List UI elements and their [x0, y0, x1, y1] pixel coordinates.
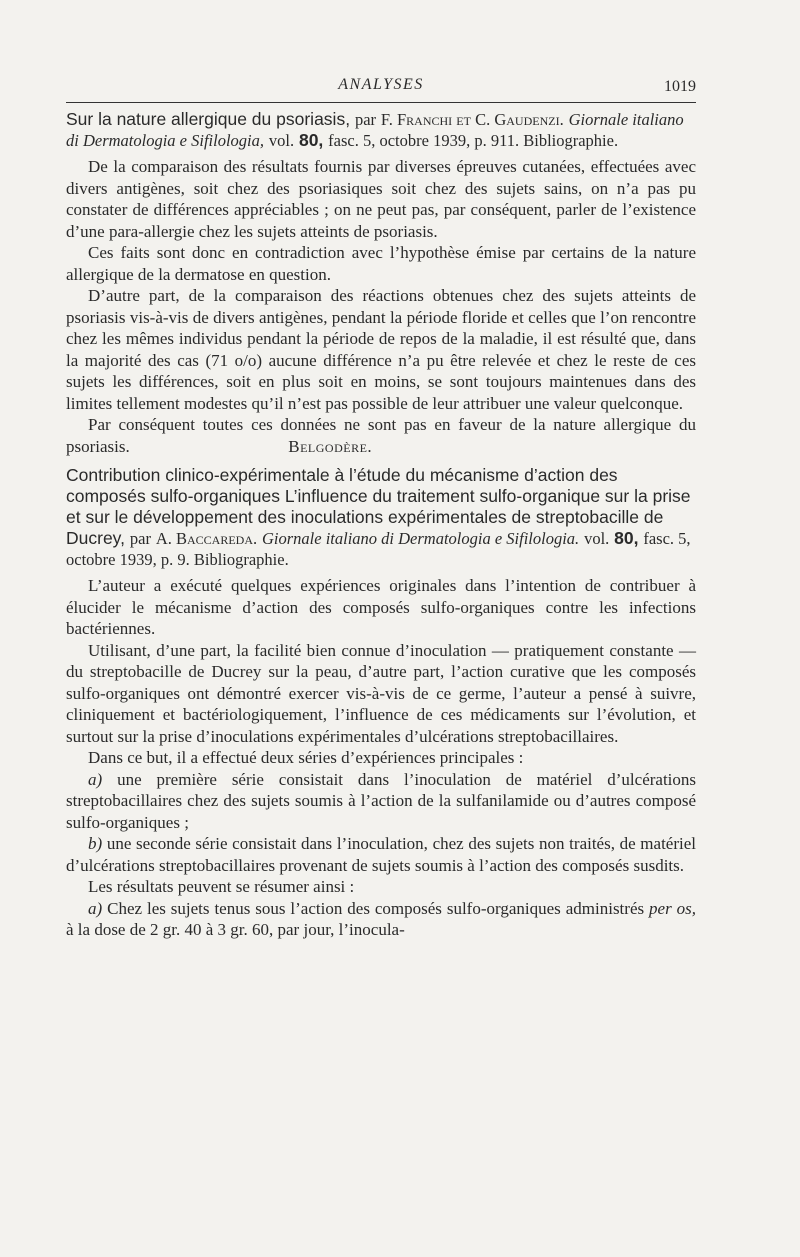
- article-2-journal: Giornale italiano di Dermatologia e Sifilologia.: [262, 529, 580, 548]
- article-2-title: Contribution clinico-expérimentale à l’étude du mécanisme d’action des composés sulfo-organiques L’influence du traitement sulfo-organique sur la prise et sur le développement des inoculations expérimentales de streptobacille de Ducrey,: [66, 465, 691, 548]
- article-2-by: par: [129, 529, 151, 548]
- running-title: ANALYSES: [338, 76, 424, 93]
- final-paragraph: [66, 898, 696, 941]
- results-intro: Les résultats peuvent se résumer ainsi :: [88, 877, 355, 896]
- final-text-1: Chez les sujets tenus sous l’action des composés sulfo-organiques administrés: [107, 898, 645, 918]
- article-1-heading: [66, 109, 696, 151]
- article-1: [66, 109, 696, 457]
- page: [66, 70, 696, 945]
- article-1-paragraph: Ces faits sont donc en contradiction avec l’hypothèse émise par certains de la nature allergique de la dermatose en question.: [66, 243, 696, 284]
- final-italic: per os,: [649, 898, 697, 918]
- article-1-last-paragraph: [66, 414, 696, 457]
- list-item-marker: a): [88, 769, 103, 789]
- final-marker: a): [88, 898, 103, 918]
- article-1-vol-label: vol.: [268, 131, 295, 150]
- article-1-details: fasc. 5, octobre 1939, p. 911. Bibliographie.: [328, 131, 619, 150]
- article-2-details: fasc. 5, octobre 1939, p. 9. Bibliographie.: [66, 529, 691, 569]
- header-rule: [66, 102, 696, 103]
- article-2-paragraph: L’auteur a exécuté quelques expériences originales dans l’intention de contribuer à élucider le mécanisme d’action des composés sulfo-organiques contre les infections bactériennes.: [66, 576, 696, 638]
- article-2-volume: 80,: [614, 528, 639, 548]
- article-1-authors: F. Franchi et C. Gaudenzi.: [380, 110, 564, 129]
- list-item-text: une première série consistait dans l’inoculation de matériel d’ulcérations streptobacillaires chez des sujets soumis à l’action de la sulfanilamide ou d’autres composé sulfo-organiques ;: [66, 769, 697, 832]
- article-1-last-text: Par conséquent toutes ces données ne sont pas en faveur de la nature allergique du psoriasis.: [66, 415, 696, 456]
- article-2-paragraph: Utilisant, d’une part, la facilité bien connue d’inoculation — pratiquement constante — du streptobacille de Ducrey sur la peau, d’autre part, l’action curative que les composés sulfo-organiques ont démontré exercer vis-à-vis de ce germe, l’auteur a pensé à suivre, cliniquement et bactériologiquement, l’influence de ces médicaments sur l’évolution, et surtout sur la prise d’inoculations expérimentales d’ulcérations streptobacillaires.: [66, 640, 696, 746]
- article-2-vol-label: vol.: [584, 529, 610, 548]
- list-item: [66, 833, 696, 876]
- article-1-by: par: [354, 110, 377, 129]
- list-item-marker: b): [88, 834, 103, 853]
- article-1-volume: 80,: [298, 130, 324, 150]
- article-2-paragraph: Dans ce but, il a effectué deux séries d’expériences principales :: [88, 748, 524, 767]
- article-1-paragraph: De la comparaison des résultats fournis par diverses épreuves cutanées, effectuées avec divers antigènes, soit chez des psoriasiques soit chez des sujets sains, on n’a pas pu constater de différences appréciables ; on ne peut pas, par conséquent, parler de l’existence d’une para-allergie chez les sujets atteints de psoriasis.: [66, 157, 696, 241]
- article-1-paragraph: D’autre part, de la comparaison des réactions obtenues chez des sujets atteints de psoriasis vis-à-vis de divers antigènes, pendant la période floride et celles que l’on rencontre chez les mêmes individus pendant la période de repos de la maladie, il est résulté que, dans la majorité des cas (71 o/o) aucune différence n’a pu être relevée et chez le reste de ces sujets les différences, soit en plus soit en moins, se sont toujours maintenues dans des limites tellement modestes qu’il n’est pas possible de leur attribuer une valeur quelconque.: [66, 286, 696, 413]
- list-item: [66, 769, 696, 834]
- article-1-journal: Giornale italiano di Dermatologia e Sifilologia,: [66, 110, 684, 150]
- final-text-2: à la dose de 2 gr. 40 à 3 gr. 60, par jour, l’inocula-: [66, 920, 405, 939]
- running-head: [66, 70, 696, 96]
- list-item-text: une seconde série consistait dans l’inoculation, chez des sujets non traités, de matériel d’ulcérations streptobacillaires provenant de sujets soumis à l’action des composés susdits.: [66, 834, 696, 875]
- page-number: 1019: [664, 78, 696, 95]
- article-2-authors: A. Baccareda.: [155, 529, 258, 548]
- article-2: [66, 465, 696, 941]
- article-1-signature: Belgodère.: [288, 436, 373, 456]
- article-2-heading: [66, 465, 696, 570]
- article-1-title: Sur la nature allergique du psoriasis,: [66, 109, 351, 129]
